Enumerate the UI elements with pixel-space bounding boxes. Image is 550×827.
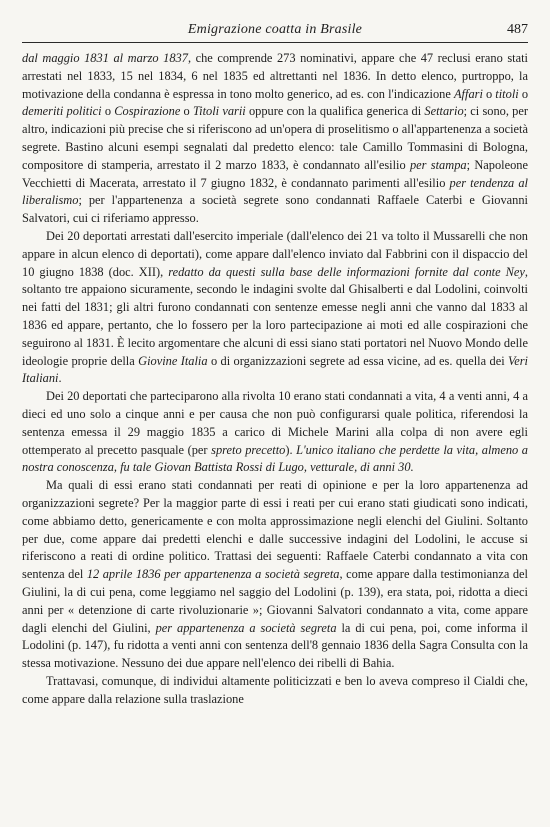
text-run: ). — [285, 442, 297, 457]
italic-run: L'unico italiano che perdette la vita, almeno a nostra conoscenza, fu tale Giovan Battista Rossi di Lugo, vetturale, di anni 30. — [22, 442, 528, 475]
page-number: 487 — [507, 22, 528, 37]
text-run: oppure con la qualifica generica di — [245, 104, 425, 119]
text-run: , come appare dalla testimonianza del Giulini, la di cui pena, come leggiamo nel saggio del Lodolini (p. 139), era stata, poi, ridotta a dieci anni per « detenzione di carte rivoluzionarie »; Giovanni Salvatori condannato a vita, come appare dagli elenchi del Giulini, — [22, 567, 529, 635]
text-run: o — [482, 86, 496, 101]
italic-run: per appartenenza a società segreta — [155, 620, 337, 635]
text-run: o — [180, 104, 193, 119]
paragraph — [22, 228, 528, 388]
paragraph — [22, 673, 528, 709]
body-text — [22, 50, 528, 708]
italic-run: spreto precetto — [211, 442, 286, 457]
paragraph — [22, 50, 528, 228]
running-header — [22, 20, 528, 43]
italic-run: 12 aprile 1836 per appartenenza a società segreta — [86, 567, 340, 582]
italic-run: titoli — [495, 86, 519, 101]
text-run: , che comprende 273 nominativi, appare che 47 reclusi erano stati arrestati nel 1833, 15 nel 1834, 6 nel 1835 ed altrettanti nel 1836. In detto elenco, purtroppo, la motivazione della condanna è espressa in tono molto generico, ad es. con l'indicazione — [22, 51, 528, 101]
text-run: Trattavasi, comunque, di individui altamente politicizzati e ben lo aveva compreso il Cialdi che, come appare dalla relazione sulla traslazione — [22, 673, 528, 706]
text-run: ; per l'appartenenza a società segrete sono condannati Raffaele Caterbi e Giovanni Salvatori, cui ci riferiamo appresso. — [22, 193, 528, 226]
text-run: la di cui pena, poi, come informa il Lodolini (p. 147), fu ridotta a venti anni con sentenza dell'8 gennaio 1836 della Sagra Consulta con la stessa motivazione. Nessuno dei due appare nell'elenco dei ribelli di Bahia. — [22, 620, 528, 671]
text-run: ; ci sono, per altro, indicazioni più precise che si riferiscono ad un'opera di proselitismo o all'appartenenza a società segrete. Bastino alcuni esempi segnalati dal predetto elenco: tale Camillo Tommasini di Bologna, compositore di stamperia, arrestato il 2 marzo 1833, è condannato all'esilio — [22, 104, 529, 172]
text-run: Dei 20 deportati che parteciparono alla rivolta 10 erano stati condannati a vita, 4 a venti anni, 4 a dieci ed uno solo a cinque anni e per causa che non può configurarsi quale politica, riferendosi la sentenza emessa il 29 maggio 1835 a carico di Michele Marini alla colpa di non avere egli ottemperato al precetto pasquale (per — [22, 389, 528, 457]
paragraph — [22, 388, 528, 477]
text-run: Ma quali di essi erano stati condannati per reati di opinione e per la loro appartenenza ad organizzazioni segrete? Per la maggior parte di essi i reati per cui erano stati giudicati sono indicati, come abbiamo detto, genericamente e con molta approssimazione negli elenchi del Giulini. Soltanto per due, come appare dai predetti elenchi e dalle successive indagini del Lodolini, le accuse si riferiscono a reati di ordine politico. Trattasi dei seguenti: Raffaele Caterbi condannato a vita con sentenza del — [22, 478, 528, 582]
text-run: ; Napoleone Vecchietti di Macerata, arrestato il 7 giugno 1832, è condannato parimenti all'esilio — [22, 157, 528, 190]
italic-run: demeriti politici — [22, 104, 102, 119]
text-run: o di organizzazioni segrete ad essa vicine, ad es. quella dei — [207, 353, 509, 368]
text-run: . — [58, 371, 62, 386]
text-run: o — [101, 104, 115, 119]
italic-run: dal maggio 1831 al marzo 1837 — [22, 51, 188, 65]
italic-run: per tendenza al liberalismo — [22, 175, 528, 208]
italic-run: redatto da questi sulla base delle informazioni fornite dal conte Ney — [168, 264, 525, 279]
text-run: Dei 20 deportati arrestati dall'esercito imperiale (dall'elenco dei 21 va tolto il Mussarelli che non appare in alcun elenco di deportati), come appare dall'elenco inviato dal Fabbrini con il dispaccio del 10 giugno 1838 (doc. XII), — [22, 228, 528, 279]
italic-run: Affari — [453, 86, 483, 101]
italic-run: Veri Italiani — [22, 353, 528, 386]
text-run: , soltanto tre appaiono sicuramente, secondo le indagini svolte dal Ghisalberti e dal Lodolini, coinvolti nei fatti del 1831; gli altri furono condannati con sentenze emesse negli anni che vanno dal 1833 al 1836 ed appare, pertanto, che lo fossero per la loro partecipazione ai moti ed alle cospirazioni che seguirono al 1831. È lecito argomentare che alcuni di essi siano stati portatori nel Nuovo Mondo delle ideologie proprie della — [22, 264, 528, 368]
italic-run: Titoli varii — [192, 104, 246, 119]
italic-run: Cospirazione — [114, 104, 181, 119]
running-title: Emigrazione coatta in Brasile — [187, 22, 363, 37]
italic-run: per stampa — [409, 157, 467, 172]
paragraph — [22, 477, 528, 673]
italic-run: Settario — [424, 104, 464, 119]
text-run: o — [518, 86, 529, 101]
italic-run: Giovine Italia — [138, 353, 208, 368]
